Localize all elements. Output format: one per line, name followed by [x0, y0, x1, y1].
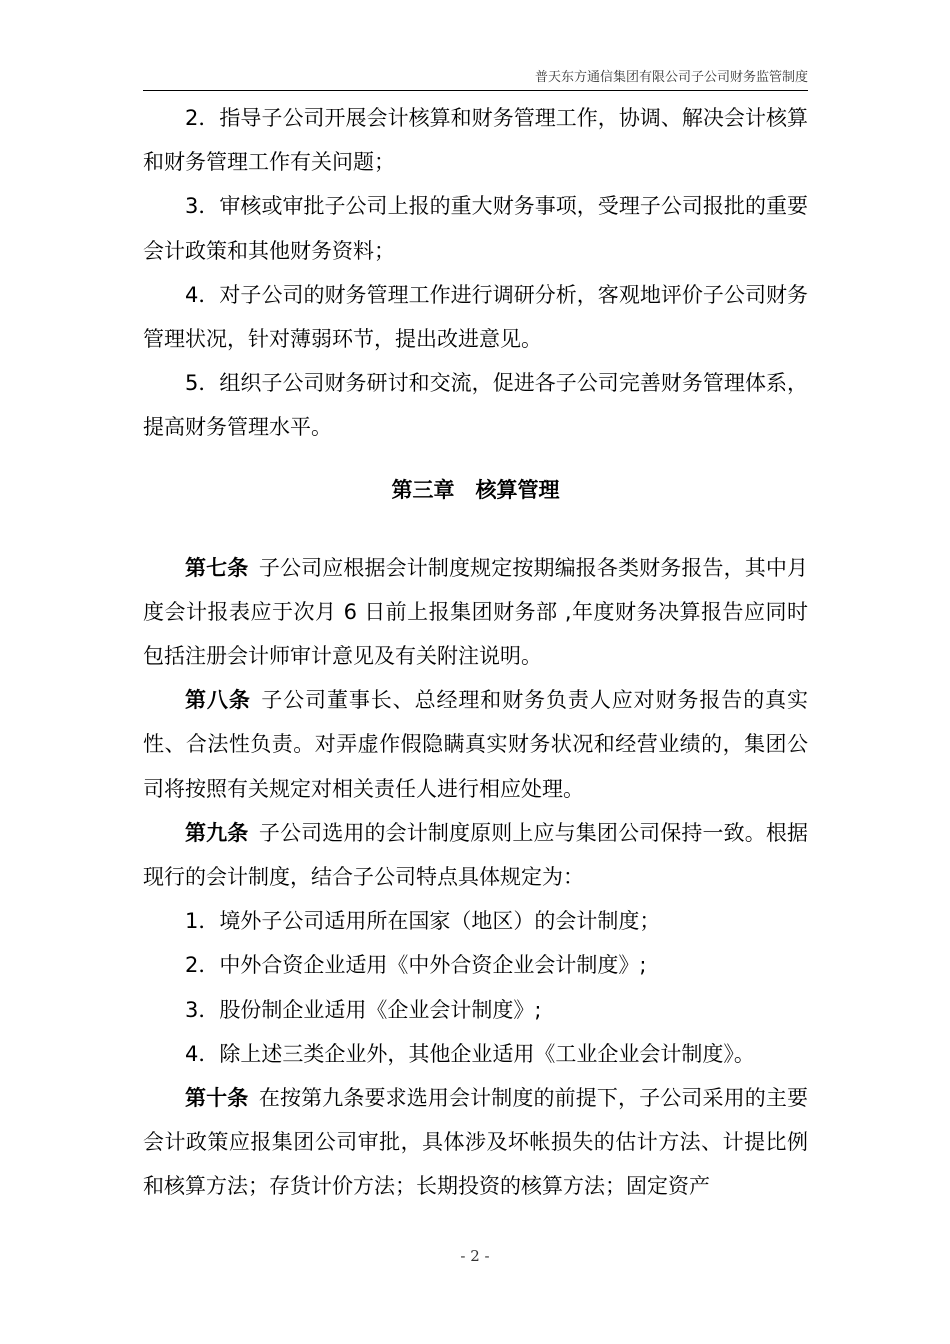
article-10: [143, 1076, 808, 1209]
list-item: 3．审核或审批子公司上报的重大财务事项，受理子公司报批的重要会计政策和其他财务资料；: [143, 194, 808, 263]
article-label: 第七条: [185, 555, 249, 580]
list-item: 3．股份制企业适用《企业会计制度》;: [185, 997, 542, 1022]
article-9: [143, 811, 808, 899]
article-label: 第十条: [185, 1086, 249, 1111]
page-header: 普天东方通信集团有限公司子公司财务监管制度: [534, 70, 808, 85]
list-item: 5．组织子公司财务研讨和交流，促进各子公司完善财务管理体系，提高财务管理水平。: [143, 371, 808, 440]
article-label: 第八条: [185, 688, 251, 713]
article-text: 子公司选用的会计制度原则上应与集团公司保持一致。根据现行的会计制度，结合子公司特点具体规定为：: [143, 820, 808, 890]
article-8: [143, 678, 808, 811]
list-item: 4．除上述三类企业外，其他企业适用《工业企业会计制度》。: [185, 1041, 755, 1066]
article-7: [143, 546, 808, 679]
list-item: 1．境外子公司适用所在国家（地区）的会计制度；: [185, 909, 661, 934]
article-text: 在按第九条要求选用会计制度的前提下，子公司采用的主要会计政策应报集团公司审批，具体涉及坏帐损失的估计方法、计提比例和核算方法；存货计价方法；长期投资的核算方法；固定资产: [143, 1086, 808, 1199]
article-label: 第九条: [185, 820, 249, 845]
chapter-number: 第三章: [391, 477, 455, 502]
chapter-name: 核算管理: [475, 477, 560, 502]
document-body: [143, 96, 808, 1209]
article-text: 子公司董事长、总经理和财务负责人应对财务报告的真实性、合法性负责。对弄虚作假隐瞒真实财务状况和经营业绩的，集团公司将按照有关规定对相关责任人进行相应处理。: [143, 688, 809, 801]
list-item: 2．指导子公司开展会计核算和财务管理工作，协调、解决会计核算和财务管理工作有关问题；: [143, 106, 808, 175]
page-number: - 2 -: [460, 1247, 490, 1265]
article-text: 子公司应根据会计制度规定按期编报各类财务报告，其中月度会计报表应于次月 6 日前上报集团财务部 ,年度财务决算报告应同时包括注册会计师审计意见及有关附注说明。: [143, 555, 808, 669]
header-rule: [143, 90, 808, 91]
list-item: 4．对子公司的财务管理工作进行调研分析，客观地评价子公司财务管理状况，针对薄弱环节，提出改进意见。: [143, 282, 808, 352]
chapter-heading: [143, 468, 808, 512]
list-item: 2．中外合资企业适用《中外合资企业会计制度》;: [185, 953, 647, 978]
